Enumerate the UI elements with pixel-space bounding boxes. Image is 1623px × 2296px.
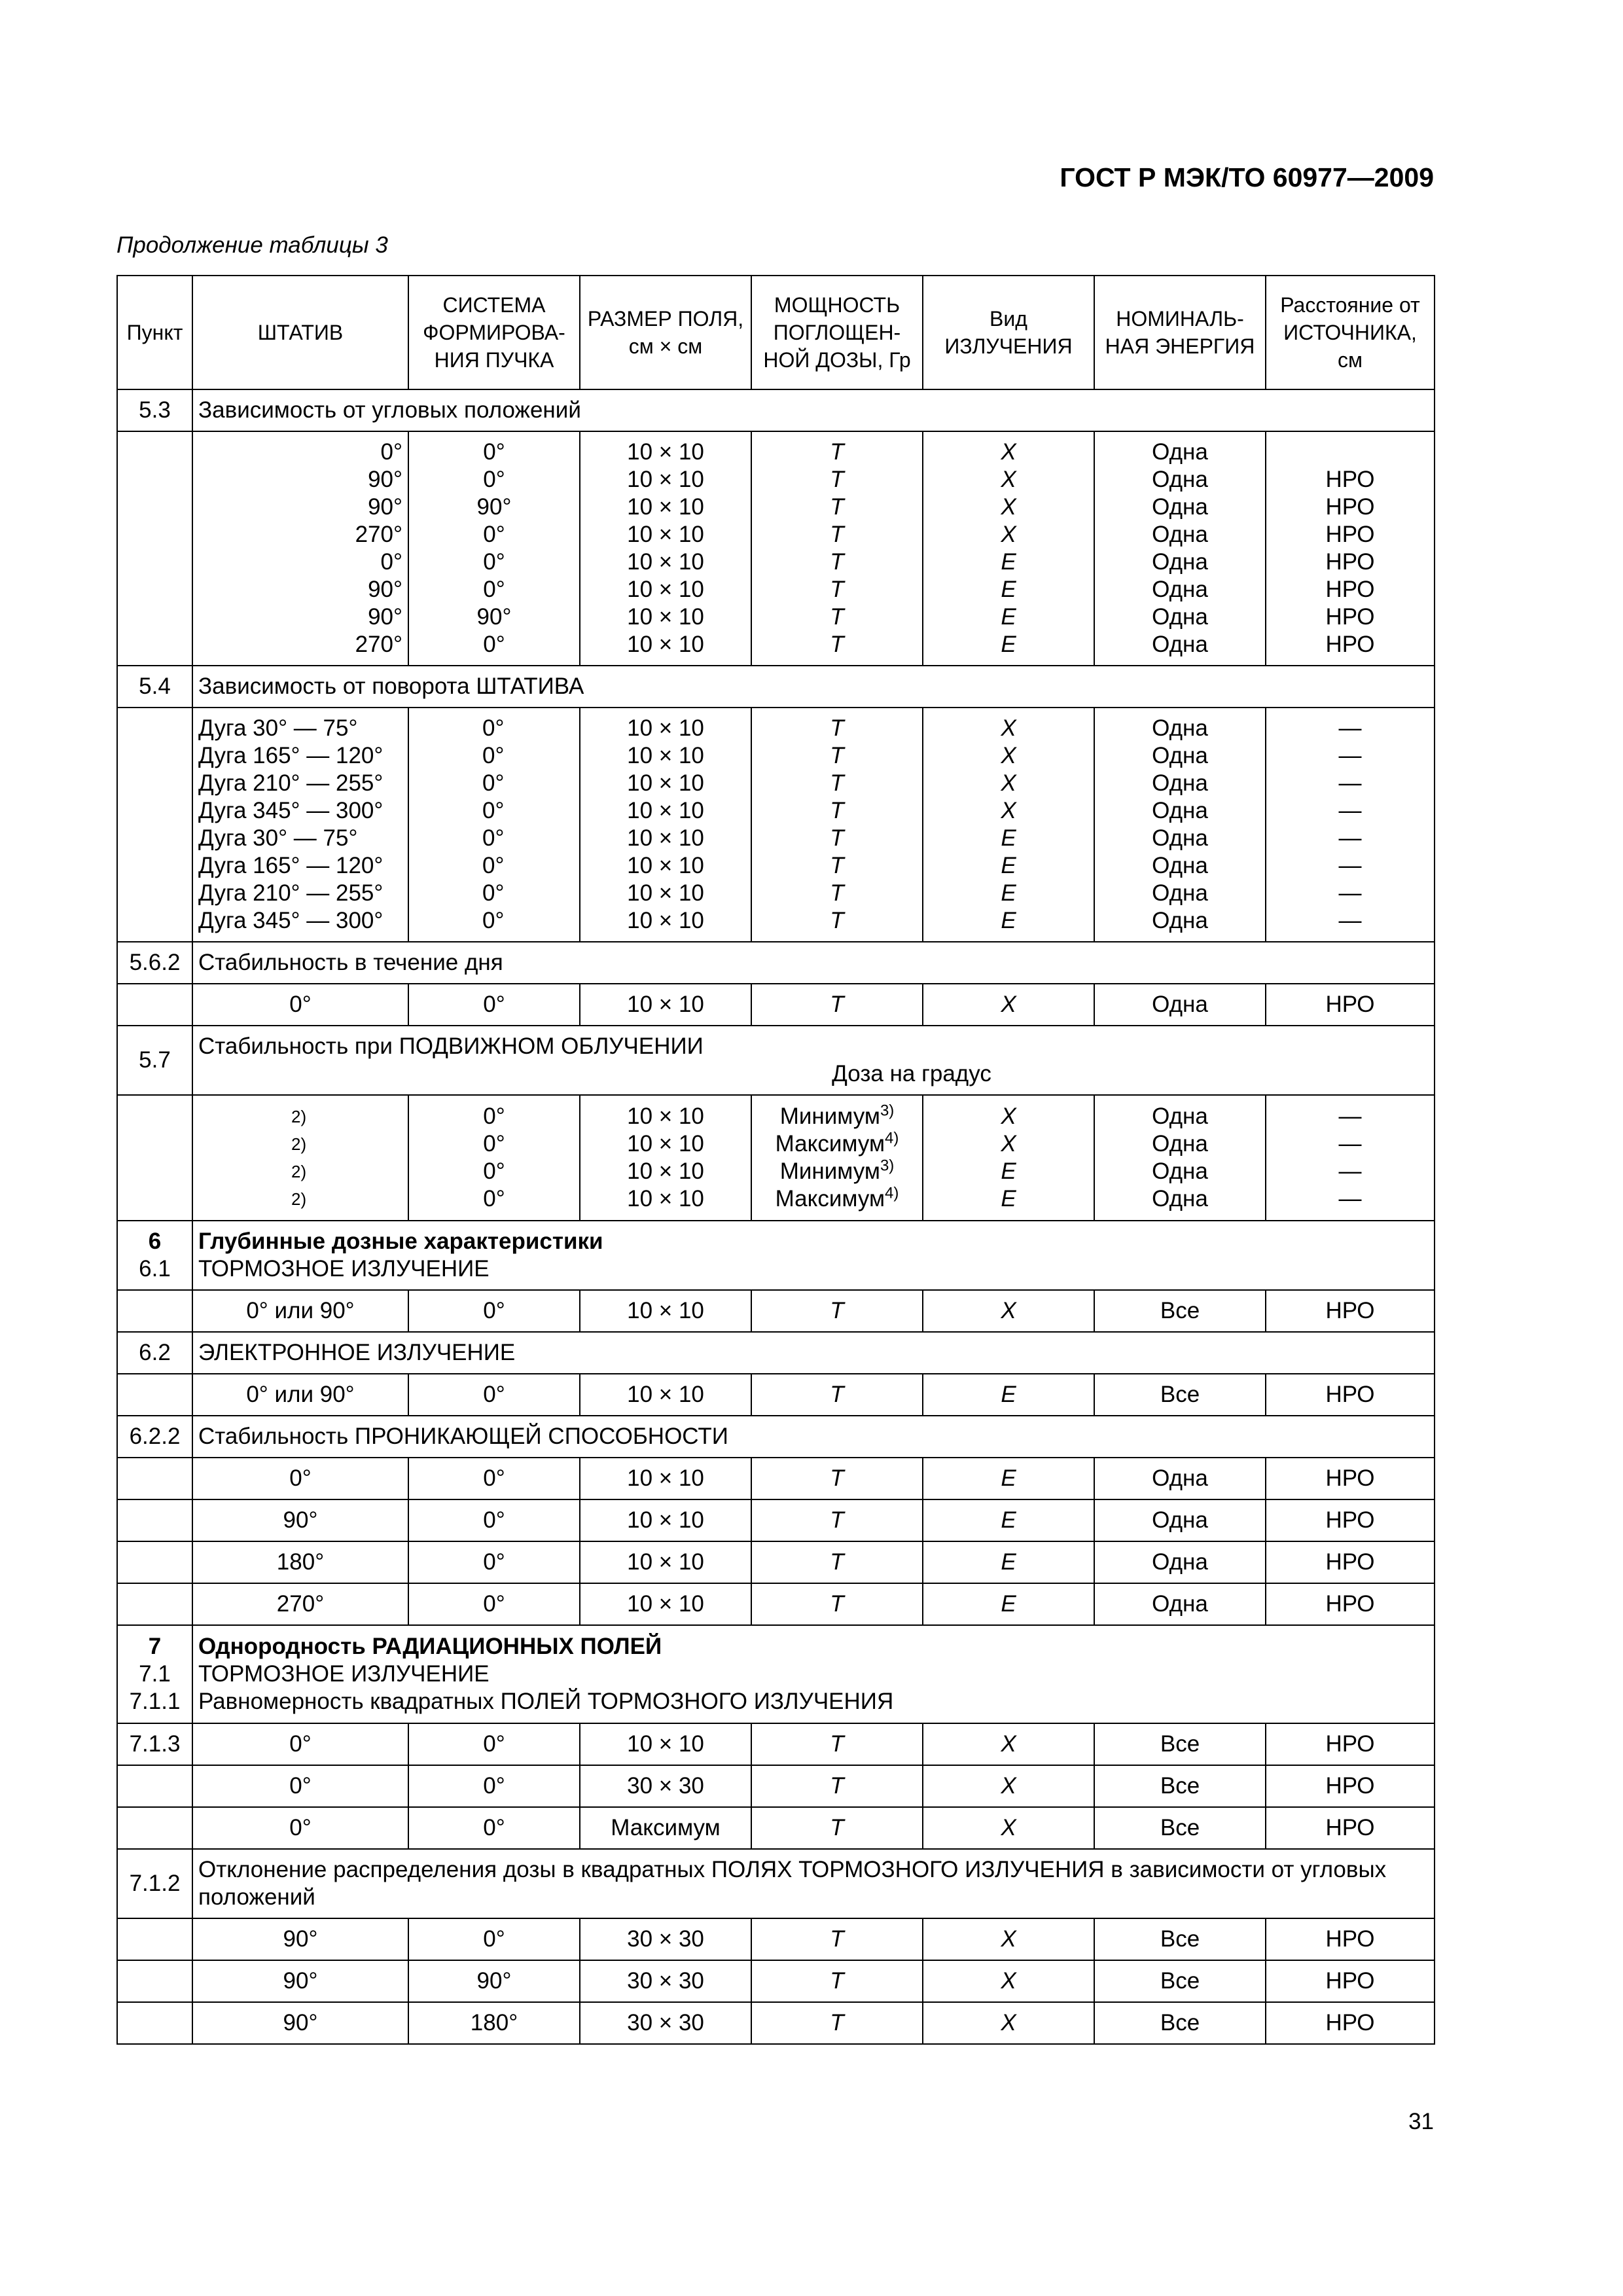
page-number: 31 bbox=[1408, 2109, 1434, 2134]
dose-cell: T bbox=[751, 1499, 923, 1541]
field-cell: 10 × 10 bbox=[627, 1186, 704, 1211]
collimator-cell: 0° bbox=[408, 1499, 580, 1541]
field-cell: 10 × 10 bbox=[580, 984, 751, 1026]
energy-cell: Одна bbox=[1094, 1458, 1266, 1499]
table-row bbox=[117, 1723, 1435, 1765]
field-cell: 10 × 10 bbox=[627, 1103, 704, 1129]
clause-number: 7.1.3 bbox=[117, 1723, 192, 1765]
field-cell: 30 × 30 bbox=[580, 1765, 751, 1807]
clause-number: 6.2.2 bbox=[117, 1416, 192, 1458]
clause-number: 7.1 bbox=[139, 1661, 171, 1687]
distance-cell: НРО bbox=[1266, 1918, 1435, 1960]
field-cell: 10 × 10 bbox=[580, 1541, 751, 1583]
data-block bbox=[117, 1095, 1435, 1221]
radiation-cell: E bbox=[923, 1541, 1094, 1583]
distance-cell: — bbox=[1338, 1131, 1362, 1157]
distance-cell: НРО bbox=[1266, 1374, 1435, 1416]
collimator-cell: 0° bbox=[408, 1290, 580, 1332]
section-title: Однородность РАДИАЦИОННЫХ ПОЛЕЙ bbox=[198, 1634, 662, 1659]
section-subtitle: ТОРМОЗНОЕ ИЗЛУЧЕНИЕ bbox=[198, 1661, 490, 1687]
dose-label: Максимум bbox=[775, 1186, 885, 1211]
dose-cell: T bbox=[751, 1290, 923, 1332]
collimator-cell: 0° bbox=[483, 1158, 505, 1184]
table-row bbox=[117, 984, 1435, 1026]
table-row bbox=[117, 1807, 1435, 1849]
dose-cell: T bbox=[751, 1541, 923, 1583]
radiation-cell: X bbox=[923, 1290, 1094, 1332]
field-cell: 10 × 10 bbox=[580, 1499, 751, 1541]
section-title: Стабильность ПРОНИКАЮЩЕЙ СПОСОБНОСТИ bbox=[192, 1416, 1435, 1458]
section-title: Отклонение распределения дозы в квадратных ПОЛЯХ ТОРМОЗНОГО ИЗЛУЧЕНИЯ в зависимости от угловых положений bbox=[192, 1849, 1435, 1918]
dose-cell bbox=[757, 1130, 917, 1158]
field-values: 10 × 10 10 × 10 10 × 10 10 × 10 10 × 10 10 × 10 10 × 10 10 × 10 bbox=[580, 431, 751, 666]
radiation-cell: E bbox=[923, 1583, 1094, 1625]
dose-label: Максимум bbox=[775, 1131, 885, 1157]
section-row bbox=[117, 942, 1435, 984]
radiation-cell: X bbox=[923, 1807, 1094, 1849]
dose-values: T T T T T T T T bbox=[751, 431, 923, 666]
col-header: СИСТЕМА ФОРМИРОВА-НИЯ ПУЧКА bbox=[408, 276, 580, 389]
dose-label: Минимум bbox=[779, 1158, 880, 1184]
table-row bbox=[117, 1374, 1435, 1416]
gantry-cell: 180° bbox=[192, 1541, 408, 1583]
distance-cell: НРО bbox=[1266, 2002, 1435, 2044]
col-header: НОМИНАЛЬ-НАЯ ЭНЕРГИЯ bbox=[1094, 276, 1266, 389]
section-subtitle: Доза на градус bbox=[832, 1061, 991, 1086]
section-row bbox=[117, 1332, 1435, 1374]
energy-values: Одна Одна Одна Одна Одна Одна Одна Одна bbox=[1094, 431, 1266, 666]
gantry-cell: 90° bbox=[192, 2002, 408, 2044]
radiation-cell: E bbox=[923, 1499, 1094, 1541]
section-title: Стабильность при ПОДВИЖНОМ ОБЛУЧЕНИИ bbox=[198, 1033, 704, 1059]
energy-cell: Все bbox=[1094, 1290, 1266, 1332]
radiation-cell: X bbox=[923, 1723, 1094, 1765]
clause-number bbox=[117, 1807, 192, 1849]
radiation-cell: X bbox=[923, 1960, 1094, 2002]
collimator-cell: 0° bbox=[408, 1458, 580, 1499]
dose-cell: T bbox=[751, 1918, 923, 1960]
clause-number: 5.4 bbox=[117, 666, 192, 708]
distance-cell: — bbox=[1338, 1103, 1362, 1129]
clause-number: 5.6.2 bbox=[117, 942, 192, 984]
distance-cell: НРО bbox=[1266, 984, 1435, 1026]
section-title: Глубинные дозные характеристики bbox=[198, 1229, 603, 1254]
collimator-cell: 0° bbox=[483, 1131, 505, 1157]
section-row bbox=[117, 1221, 1435, 1290]
clause-number: 7 bbox=[148, 1634, 162, 1659]
clause-number: 7.1.2 bbox=[117, 1849, 192, 1918]
clause-number: 6 bbox=[148, 1229, 162, 1254]
dose-cell bbox=[757, 1158, 917, 1185]
field-cell: 30 × 30 bbox=[580, 1918, 751, 1960]
col-header: ШТАТИВ bbox=[192, 276, 408, 389]
distance-cell: НРО bbox=[1266, 1765, 1435, 1807]
gantry-cell: 90° bbox=[192, 1918, 408, 1960]
distance-cell: — bbox=[1338, 1158, 1362, 1184]
dose-cell: T bbox=[751, 1458, 923, 1499]
energy-cell: Все bbox=[1094, 1723, 1266, 1765]
footnote-ref: 2) bbox=[291, 1134, 307, 1154]
field-cell: 10 × 10 bbox=[580, 1374, 751, 1416]
radiation-cell: E bbox=[923, 1458, 1094, 1499]
footnote-ref: 2) bbox=[291, 1189, 307, 1209]
dose-cell: T bbox=[751, 984, 923, 1026]
footnote-ref: 2) bbox=[291, 1107, 307, 1126]
radiation-cell: X bbox=[923, 1765, 1094, 1807]
field-cell: 10 × 10 bbox=[580, 1723, 751, 1765]
gantry-cell: 0° bbox=[192, 1723, 408, 1765]
distance-cell: НРО bbox=[1266, 1723, 1435, 1765]
radiation-cell: E bbox=[1001, 1186, 1016, 1211]
collimator-cell: 0° bbox=[483, 1186, 505, 1211]
gantry-cell: 270° bbox=[192, 1583, 408, 1625]
table-header-row bbox=[117, 276, 1435, 389]
col-header: РАЗМЕР ПОЛЯ, см × см bbox=[580, 276, 751, 389]
distance-cell: НРО bbox=[1266, 1960, 1435, 2002]
footnote-ref: 3) bbox=[880, 1157, 895, 1175]
distance-cell: НРО bbox=[1266, 1583, 1435, 1625]
dose-cell: T bbox=[751, 1807, 923, 1849]
distance-values: — — — — — — — — bbox=[1266, 708, 1435, 942]
gantry-values: 0° 90° 90° 270° 0° 90° 90° 270° bbox=[192, 431, 408, 666]
table-row bbox=[117, 1458, 1435, 1499]
clause-number: 6.2 bbox=[117, 1332, 192, 1374]
col-header: МОЩНОСТЬ ПОГЛОЩЕН-НОЙ ДОЗЫ, Гр bbox=[751, 276, 923, 389]
energy-cell: Все bbox=[1094, 1374, 1266, 1416]
table-row bbox=[117, 1960, 1435, 2002]
energy-cell: Одна bbox=[1152, 1158, 1208, 1184]
energy-cell: Все bbox=[1094, 1960, 1266, 2002]
section-row bbox=[117, 1026, 1435, 1095]
dose-cell bbox=[757, 1185, 917, 1213]
collimator-cell: 180° bbox=[408, 2002, 580, 2044]
gantry-cell: 0° или 90° bbox=[192, 1374, 408, 1416]
distance-values: НРО НРО НРО НРО НРО НРО НРО bbox=[1266, 431, 1435, 666]
table-row bbox=[117, 1765, 1435, 1807]
gantry-cell: 0° bbox=[192, 1458, 408, 1499]
energy-cell: Одна bbox=[1094, 1499, 1266, 1541]
radiation-cell: X bbox=[1001, 1103, 1016, 1129]
section-title: ЭЛЕКТРОННОЕ ИЗЛУЧЕНИЕ bbox=[192, 1332, 1435, 1374]
table-row bbox=[117, 1290, 1435, 1332]
radiation-values: X X X X E E E E bbox=[923, 431, 1094, 666]
radiation-cell: X bbox=[923, 2002, 1094, 2044]
distance-cell: НРО bbox=[1266, 1541, 1435, 1583]
radiation-cell: X bbox=[923, 1918, 1094, 1960]
energy-cell: Одна bbox=[1094, 1583, 1266, 1625]
field-cell: 30 × 30 bbox=[580, 1960, 751, 2002]
col-header: Вид ИЗЛУЧЕНИЯ bbox=[923, 276, 1094, 389]
section-row bbox=[117, 666, 1435, 708]
radiation-cell: E bbox=[1001, 1158, 1016, 1184]
collimator-cell: 0° bbox=[483, 1103, 505, 1129]
test-table bbox=[116, 275, 1435, 2045]
dose-cell: T bbox=[751, 2002, 923, 2044]
energy-cell: Все bbox=[1094, 1765, 1266, 1807]
gantry-cell: 0° bbox=[192, 1765, 408, 1807]
distance-cell: — bbox=[1338, 1186, 1362, 1211]
section-subtitle: ТОРМОЗНОЕ ИЗЛУЧЕНИЕ bbox=[198, 1256, 490, 1282]
gantry-values: Дуга 30° — 75° Дуга 165° — 120° Дуга 210° — 255° Дуга 345° — 300° Дуга 30° — 75° Дуга 165° — 120° Дуга 210° — 255° Дуга 345° — 300° bbox=[192, 708, 408, 942]
clause-number: 6.1 bbox=[139, 1256, 171, 1282]
energy-cell: Одна bbox=[1094, 984, 1266, 1026]
collimator-cell: 90° bbox=[408, 1960, 580, 2002]
radiation-cell: X bbox=[923, 984, 1094, 1026]
col-header: Пункт bbox=[117, 276, 192, 389]
section-row bbox=[117, 1849, 1435, 1918]
field-cell: 10 × 10 bbox=[580, 1458, 751, 1499]
field-cell: 10 × 10 bbox=[580, 1583, 751, 1625]
dose-label: Минимум bbox=[779, 1103, 880, 1129]
distance-cell: НРО bbox=[1266, 1499, 1435, 1541]
data-block bbox=[117, 431, 1435, 666]
energy-cell: Одна bbox=[1094, 1541, 1266, 1583]
energy-cell: Одна bbox=[1152, 1186, 1208, 1211]
field-cell: 10 × 10 bbox=[580, 1290, 751, 1332]
data-block bbox=[117, 708, 1435, 942]
radiation-cell: X bbox=[1001, 1131, 1016, 1157]
gantry-cell: 90° bbox=[192, 1960, 408, 2002]
dose-cell: T bbox=[751, 1723, 923, 1765]
section-title: Зависимость от поворота ШТАТИВА bbox=[192, 666, 1435, 708]
section-row bbox=[117, 389, 1435, 431]
radiation-values: X X X X E E E E bbox=[923, 708, 1094, 942]
energy-cell: Все bbox=[1094, 1807, 1266, 1849]
distance-cell: НРО bbox=[1266, 1458, 1435, 1499]
table-row bbox=[117, 2002, 1435, 2044]
section-row bbox=[117, 1625, 1435, 1723]
energy-cell: Одна bbox=[1152, 1131, 1208, 1157]
table-row bbox=[117, 1541, 1435, 1583]
collimator-cell: 0° bbox=[408, 1723, 580, 1765]
collimator-cell: 0° bbox=[408, 1918, 580, 1960]
footnote-ref: 2) bbox=[291, 1162, 307, 1181]
clause-number: 7.1.1 bbox=[129, 1689, 181, 1714]
field-cell: Максимум bbox=[580, 1807, 751, 1849]
collimator-cell: 0° bbox=[408, 1374, 580, 1416]
collimator-cell: 0° bbox=[408, 1807, 580, 1849]
table-row bbox=[117, 1499, 1435, 1541]
field-cell: 10 × 10 bbox=[627, 1158, 704, 1184]
table-caption: Продолжение таблицы 3 bbox=[116, 232, 388, 258]
col-header: Расстояние от ИСТОЧНИКА, см bbox=[1266, 276, 1435, 389]
energy-cell: Все bbox=[1094, 1918, 1266, 1960]
dose-cell: T bbox=[751, 1765, 923, 1807]
distance-cell: НРО bbox=[1266, 1807, 1435, 1849]
table-row bbox=[117, 1918, 1435, 1960]
footnote-ref: 4) bbox=[885, 1184, 899, 1202]
clause-number: 5.3 bbox=[117, 389, 192, 431]
collimator-values: 0° 0° 0° 0° 0° 0° 0° 0° bbox=[408, 708, 580, 942]
gantry-cell: 0° bbox=[192, 1807, 408, 1849]
collimator-values: 0° 0° 90° 0° 0° 0° 90° 0° bbox=[408, 431, 580, 666]
collimator-cell: 0° bbox=[408, 1583, 580, 1625]
section-title: Зависимость от угловых положений bbox=[192, 389, 1435, 431]
section-subtitle: Равномерность квадратных ПОЛЕЙ ТОРМОЗНОГО ИЗЛУЧЕНИЯ bbox=[198, 1689, 894, 1714]
field-cell: 10 × 10 bbox=[627, 1131, 704, 1157]
energy-cell: Одна bbox=[1152, 1103, 1208, 1129]
standard-header: ГОСТ Р МЭК/ТО 60977—2009 bbox=[1060, 162, 1434, 192]
dose-cell bbox=[757, 1103, 917, 1130]
clause-number: 5.7 bbox=[117, 1026, 192, 1095]
energy-values: Одна Одна Одна Одна Одна Одна Одна Одна bbox=[1094, 708, 1266, 942]
table-row bbox=[117, 1583, 1435, 1625]
dose-values: T T T T T T T T bbox=[751, 708, 923, 942]
field-values: 10 × 10 10 × 10 10 × 10 10 × 10 10 × 10 10 × 10 10 × 10 10 × 10 bbox=[580, 708, 751, 942]
clause-number bbox=[117, 1765, 192, 1807]
footnote-ref: 4) bbox=[885, 1129, 899, 1147]
distance-cell: НРО bbox=[1266, 1290, 1435, 1332]
gantry-cell: 0° или 90° bbox=[192, 1290, 408, 1332]
field-cell: 30 × 30 bbox=[580, 2002, 751, 2044]
dose-cell: T bbox=[751, 1374, 923, 1416]
collimator-cell: 0° bbox=[408, 1765, 580, 1807]
radiation-cell: E bbox=[923, 1374, 1094, 1416]
collimator-cell: 0° bbox=[408, 984, 580, 1026]
energy-cell: Все bbox=[1094, 2002, 1266, 2044]
gantry-cell: 0° bbox=[192, 984, 408, 1026]
footnote-ref: 3) bbox=[880, 1102, 895, 1120]
collimator-cell: 0° bbox=[408, 1541, 580, 1583]
dose-cell: T bbox=[751, 1960, 923, 2002]
dose-cell: T bbox=[751, 1583, 923, 1625]
section-row bbox=[117, 1416, 1435, 1458]
gantry-cell: 90° bbox=[192, 1499, 408, 1541]
section-title: Стабильность в течение дня bbox=[192, 942, 1435, 984]
